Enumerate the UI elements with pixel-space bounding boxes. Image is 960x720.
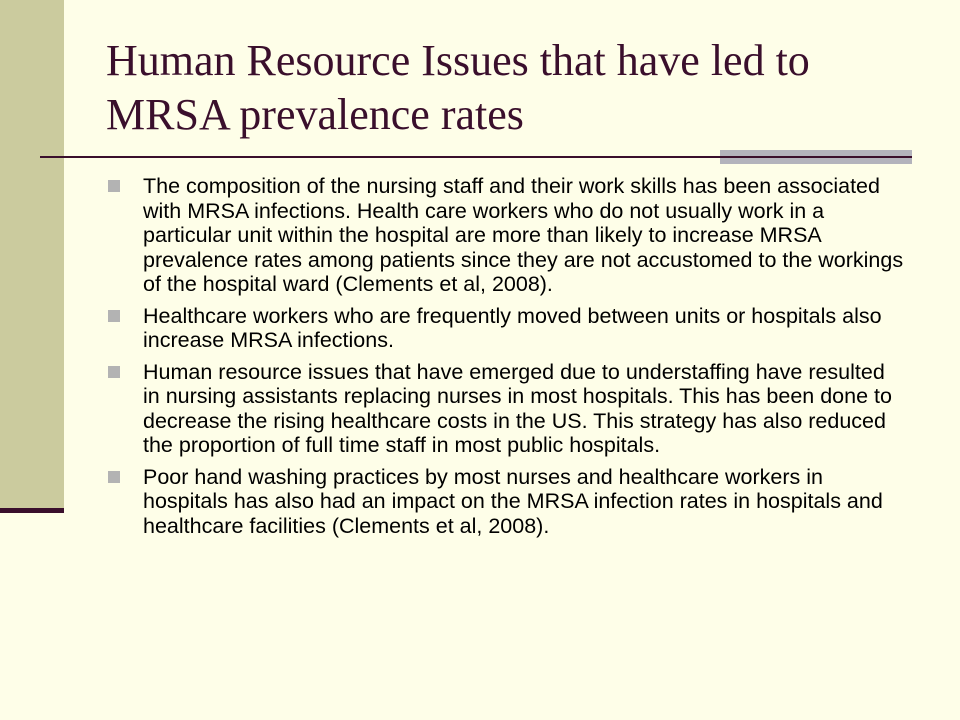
square-bullet-icon bbox=[108, 471, 120, 483]
bullet-text: Healthcare workers who are frequently moved between units or hospitals also increase MRSA infections. bbox=[143, 303, 882, 352]
title-divider-accent bbox=[720, 150, 912, 164]
bullet-item bbox=[106, 465, 906, 539]
bullet-item bbox=[106, 360, 906, 458]
left-bar-accent-line bbox=[0, 508, 64, 513]
bullet-text: Human resource issues that have emerged due to understaffing have resulted in nursing assistants replacing nurses in most hospitals. This has been done to decrease the rising healthcare costs in the US. This strategy has also reduced the proportion of full time staff in most public hospitals. bbox=[143, 359, 892, 457]
bullet-text: The composition of the nursing staff and their work skills has been associated with MRSA infections. Health care workers who do not usually work in a particular unit within the hospital are more than likely to increase MRSA prevalence rates among patients since they are not accustomed to the workings of the hospital ward (Clements et al, 2008). bbox=[143, 174, 904, 296]
bullet-text: Poor hand washing practices by most nurses and healthcare workers in hospitals has also had an impact on the MRSA infection rates in hospitals and healthcare facilities (Clements et al, 2008). bbox=[143, 464, 883, 538]
bullet-item bbox=[106, 174, 906, 297]
bullet-list bbox=[106, 174, 906, 545]
square-bullet-icon bbox=[108, 366, 120, 378]
left-decorative-bar bbox=[0, 0, 64, 510]
square-bullet-icon bbox=[108, 180, 120, 192]
slide-title: Human Resource Issues that have led to MRSA prevalence rates bbox=[106, 36, 810, 139]
square-bullet-icon bbox=[108, 310, 120, 322]
bullet-item bbox=[106, 304, 906, 353]
